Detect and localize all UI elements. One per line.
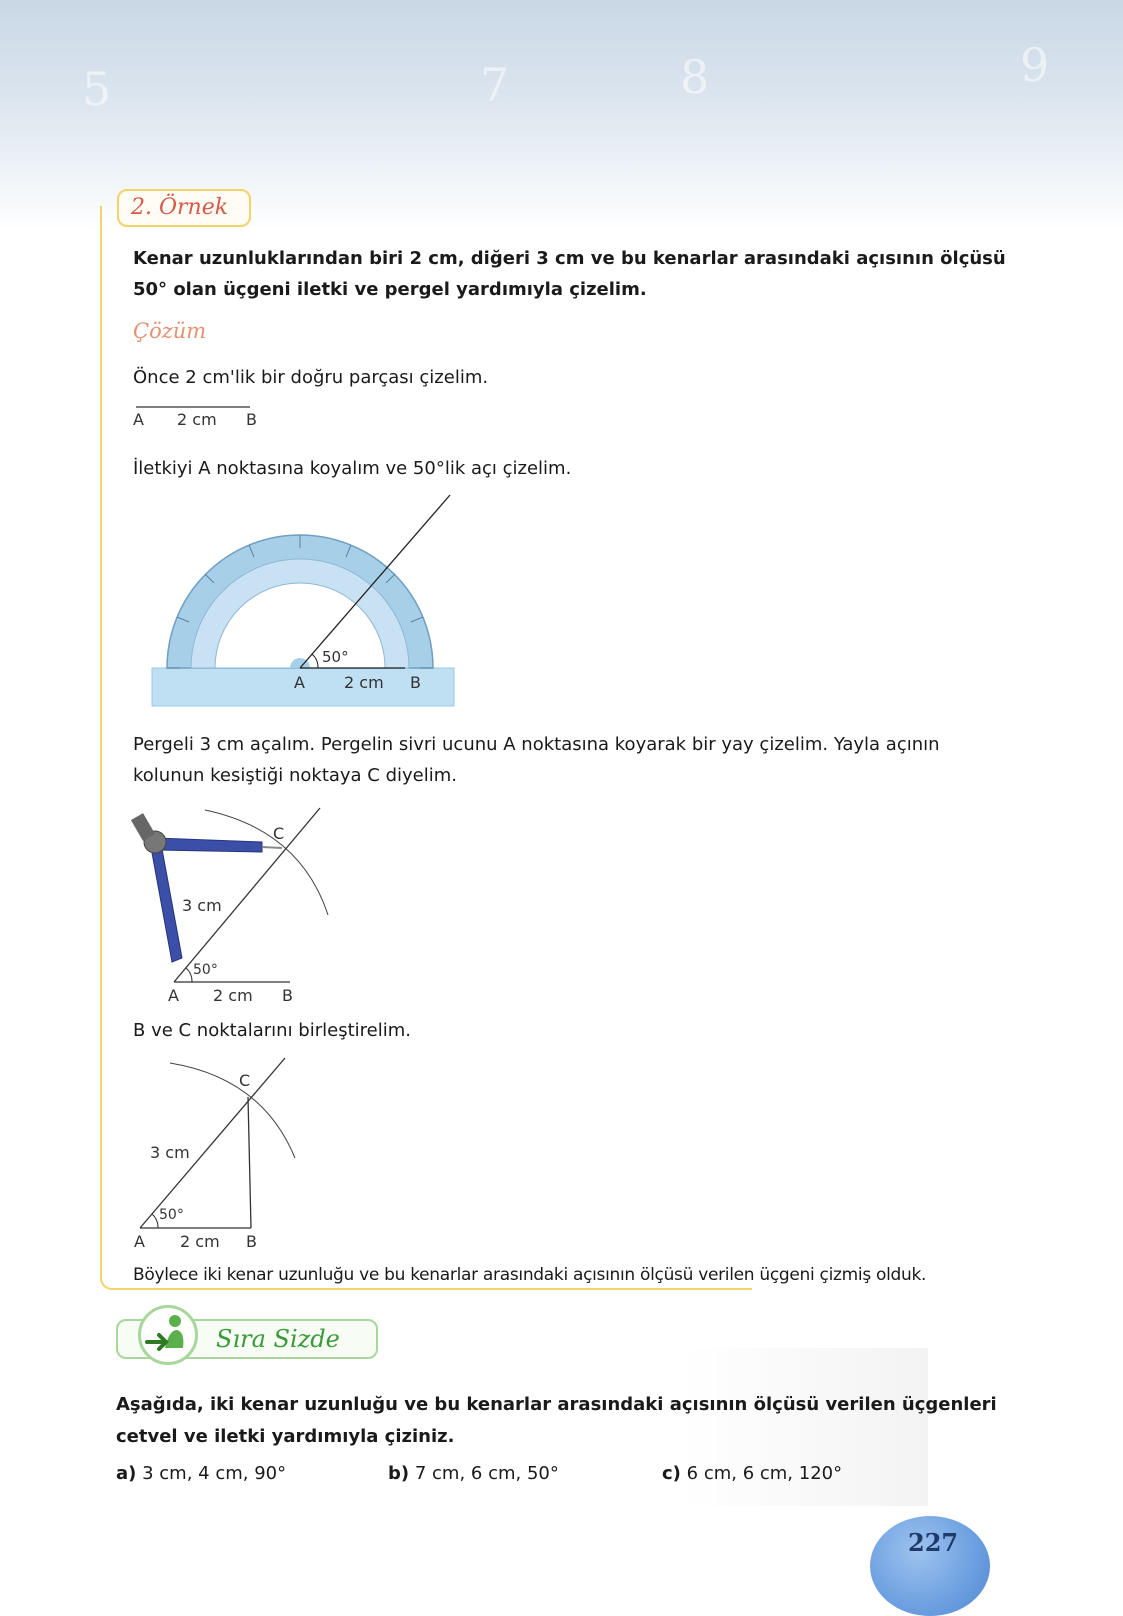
triangle-label-side-ac: 3 cm [150, 1143, 190, 1162]
bg-number: 7 [480, 58, 510, 112]
task-item-letter: b) [388, 1463, 410, 1484]
task-item-c [662, 1458, 842, 1489]
protractor-label-side: 2 cm [344, 673, 384, 692]
problem-line-1: Kenar uzunluklarından biri 2 cm, diğeri 3 cm ve bu kenarlar arasındaki açısının ölçüsü [133, 248, 1006, 269]
task-item-b [388, 1458, 559, 1489]
compass-label-side-ab: 2 cm [213, 986, 253, 1005]
triangle-angle-mark [152, 1214, 158, 1228]
triangle-label-side-ab: 2 cm [180, 1232, 220, 1251]
task-item-value: 6 cm, 6 cm, 120° [686, 1463, 843, 1484]
bg-number: 9 [1020, 38, 1050, 92]
bg-number: 8 [680, 50, 710, 104]
triangle-angle-label: 50° [159, 1207, 184, 1223]
page-number-badge [870, 1516, 990, 1616]
problem-line-2: 50° olan üçgeni iletki ve pergel yardımıyla çizelim. [133, 279, 647, 300]
sira-sizde-title: Sıra Sizde [216, 1325, 340, 1353]
page-number: 227 [908, 1528, 959, 1557]
compass-label-c: C [273, 824, 285, 843]
task-item-a [116, 1458, 286, 1489]
task-line-1: Aşağıda, iki kenar uzunluğu ve bu kenarlar arasındaki açısının ölçüsü verilen üçgenleri [116, 1394, 997, 1415]
task-item-value: 7 cm, 6 cm, 50° [414, 1463, 559, 1484]
triangle-side-bc [248, 1097, 251, 1228]
task-item-letter: c) [662, 1463, 681, 1484]
label-a: A [133, 410, 144, 429]
compass-label-side-ac: 3 cm [182, 896, 222, 915]
step-3-line-1: Pergeli 3 cm açalım. Pergelin sivri ucunu A noktasına koyarak bir yay çizelim. Yayla açının [133, 734, 940, 755]
solution-title: Çözüm [133, 319, 207, 343]
protractor-angle-label: 50° [322, 648, 349, 666]
compass-angle-label: 50° [193, 962, 218, 978]
person-arrow-icon [138, 1305, 198, 1365]
compass-label-b: B [282, 986, 293, 1005]
example-badge-label: 2. Örnek [131, 195, 229, 220]
step-3-line-2: kolunun kesiştiği noktaya C diyelim. [133, 765, 458, 786]
task-line-2: cetvel ve iletki yardımıyla çiziniz. [116, 1426, 455, 1447]
label-side-ab: 2 cm [177, 410, 217, 429]
triangle-label-a: A [134, 1232, 145, 1251]
protractor-label-b: B [410, 673, 421, 692]
label-b: B [246, 410, 257, 429]
conclusion-text: Böylece iki kenar uzunluğu ve bu kenarlar arasındaki açısının ölçüsü verilen üçgeni çizmiş olduk. [133, 1265, 927, 1285]
triangle-label-c: C [239, 1071, 251, 1090]
step-1-text: Önce 2 cm'lik bir doğru parçası çizelim. [133, 367, 489, 388]
protractor-label-a: A [294, 673, 305, 692]
step-4-text: B ve C noktalarını birleştirelim. [133, 1020, 411, 1041]
task-item-letter: a) [116, 1463, 137, 1484]
triangle-label-b: B [246, 1232, 257, 1251]
task-item-value: 3 cm, 4 cm, 90° [142, 1463, 287, 1484]
step-2-text: İletkiyi A noktasına koyalım ve 50°lik açı çizelim. [133, 458, 572, 479]
compass-label-a: A [168, 986, 179, 1005]
bg-number: 5 [82, 62, 112, 116]
